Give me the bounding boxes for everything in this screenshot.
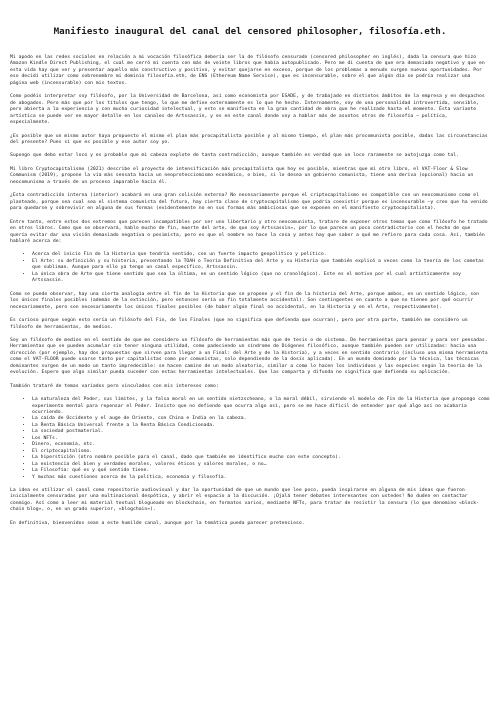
paragraph-8: Como se puede observar, hay una cierta analogía entre el fin de la Historia que se propone y el fin de la historia del Arte, porque ambos, en un sentido lógico, son los únicos finales posibles (además de la extinción, pero entonces sería un fin totalmente accidental). Son contingentes en cuanto a que no tienen por qué ocurrir necesariamente, pero son necesariamente los únicos finales posibles (de haber algún final no accidental, en la Historia y en el Arte, respectivamente). bbox=[10, 291, 479, 310]
paragraph-13: En definitiva, bienvenidos sean a este humilde canal, aunque por la temática pueda parecer pretencioso. bbox=[10, 520, 305, 526]
topics-list-1 bbox=[10, 252, 490, 284]
list-item: • Y muchas más cuestiones acerca de la política, economía y filosofía. bbox=[32, 475, 490, 481]
list-item: • La única obra de Arte que tiene sentido que sea la última, en un sentido lógico (que no cronológico). Este es el motivo por el cual artísticamente soy Artssassin. bbox=[32, 272, 490, 285]
list-item: • El criptocapitalismo. bbox=[32, 449, 490, 455]
paragraph-1: Mi apodo en las redes sociales en relación a mi vocación filosófica debería ser la de filósofo censurado (censored philosopher en inglés), dada la censura que hizo Amazon Kindle Direct Publishing, el cual me cerró mi cuenta con más de veinte libros que había autopublicado. Pero me di cuenta de que era demasiado negativo y que en esta vida hay que ver y presentar aquello más constructivo y positivo, y evitar quejarse en exceso, porque de los problemas a menudo surgen nuevas oportunidades. Por eso decidí utilizar como sobrenombre mi dominio filosofía.eth, de ENS (Ethereum Name Service), que es incensurable, sobre el que algún día se podría realizar una página web (incensurable) con mis textos. bbox=[10, 55, 485, 86]
list-item: • La naturaleza del Poder, sus límites, y la falsa moral en un sentido nietzscheano, o la moral débil, sirviendo el modelo de Fin de la Historia que propongo como experimento mental para repensar el Poder. Insisto que no defiendo que ocurra algo así, pero se me hace difícil de entender por qué algo así no acabaría ocurriendo. bbox=[32, 397, 490, 416]
list-item: • La Renta Básica Universal frente a la Renta Básica Condicionada. bbox=[32, 423, 490, 429]
page-title: Manifiesto inaugural del canal del censored philosopher, filosofía.eth. bbox=[53, 26, 447, 37]
list-item: • La hiperstición (otro nombre posible para el canal, dado que también me identifico mucho con este concepto). bbox=[32, 455, 490, 461]
list-item: • La caída de Occidente y el auge de Oriente, con China e India en la cabeza. bbox=[32, 416, 490, 422]
paragraph-3: ¿Es posible que un mismo autor haya propuesto el mismo el plan más procapitalista posible y al mismo tiempo, el plan más procomunista posible, dadas las circunstancias del presente? Pues sí que es posible y ese autor soy yo. bbox=[10, 133, 488, 145]
paragraph-7: Entre tanto, entre estos dos extremos que parecen incompatibles por ser uno libertario y otro neocomunista, tratare de exponer otros temas que como filósofo he tratado en otros libros. Como que se observará, hablo mucho de fin, muerte del arte, de que soy Artssassin», por lo que parece un poco contradictorio con el hecho de que quería evitar dar una visión demasiado negativa o pesimista, pero es que el nombre no hace la cosa y antes hay que saber a qué me refiero para cada cosa. Así, también hablaré acerca de: bbox=[10, 219, 488, 244]
paragraph-5: Mi libro Cryptocapitalismo (2021) describe el proyecto de intensificación más procapitalista que hoy es posible, mientras que mi otro libro, el VAT-Floor & Slow Communism (2019), propone la vía más sensata hacia un neoprotecciomismo económico, o bien, si lo desea un gobierno comunista, tiene una deriva (opcional) hacia un neocomunismo a través de un proceso imparable hacia él. bbox=[10, 166, 474, 185]
paragraph-11: También trataré de temas variados pero vinculados con mis intereses como: bbox=[10, 383, 219, 389]
paragraph-2: Como podéis interpretar soy filósofo, por la Universidad de Barcelona, así como economista por ESADE, y de trabajado en distintos ámbitos de la empresa y en despachos de abogados. Pero más que por los títulos que tengo, lo que me define externamente es lo que he hecho. Internamente, soy de una personalidad introvertida, sensible, pero abierta a la experiencia y con mucha curiosidad intelectual, y esto se manifiesta en la gran cantidad de obra que he realizado hasta el momento. Ésta variante artística se puede ver en mayor detalle en los canales de Artssassin, y es en este canal donde voy a hablar más de asuntos otros de filosofía — política, especialmente. bbox=[10, 94, 485, 126]
paragraph-12: La idea es utilizar el canal como repositorio audiovisual y dar la oportunidad de que un mundo que lee poco, pueda inspirarse en alguna de mis ideas que fueron inicialmente censuradas por una multinacional despótica, y abrir el espacio a la discusión. ¡Ojalá tener debates interesantes con ustedes! No duden en contactar conmigo. Así como a leer mi material textual blogueado en blockchain, en formatos varios, mediante NFTs, para tratar de resistir la censura (lo que denomino «block-chain blog», o, en un grado superior, «blogchain»). bbox=[10, 488, 479, 513]
list-item: • Acerca del inicio Fin de la Historia que tendría sentido, con un fuerte impacto geopolítico y político. bbox=[32, 252, 490, 258]
list-item: • La sociedad postmaterial. bbox=[32, 429, 490, 435]
paragraph-6: ¿Esta contradicción interna (interior) acabará en una gran colisión externa? No necesariamente porque el criptocapitalismo es compatible con un neocomunismo como el planteado, porque sea cual sea el sistema comunista del futuro, hay cierta clase de cryptocapitalismo que podría coexistir porque es incensurable —y creo que ha venido para quedarse y sobrevivir en alguna de sus formas (evidentemente no en sus formas más ambiciosas que se exponen en el manifiesto cryptocapitalista). bbox=[10, 193, 488, 212]
list-item: • Los NFTs. bbox=[32, 436, 490, 442]
paragraph-9: Es curioso porque según esto sería un filósofo del Fin, de los Finales (que no significa que defienda que ocurran), pero por otra parte, también me considero un filósofo de herramientas, de medios. bbox=[10, 318, 468, 330]
list-item: • Dinero, economía, etc. bbox=[32, 442, 490, 448]
list-item: • El Arte: su definición y su historia, presentando la TOAH o Teoría Definitiva del Arte y su Historia que también explicó a veces como la teoría de los cometas que subliman. Aunque para ello ya tengo un canal específico, Artssassin. bbox=[32, 259, 490, 272]
list-item: • La Filosofía: qué es y qué sentido tiene. bbox=[32, 468, 490, 474]
list-item: • La existencia del bien y verdades morales, valores éticos y valores morales, o no… bbox=[32, 462, 490, 468]
paragraph-4: Supongo que debo estar loco y es probable que mi cabeza explote de tanta contradicción, aunque también es verdad que un loco raramente se autojuzga como tal. bbox=[10, 153, 459, 159]
paragraph-10: Soy un filósofo de medios en el sentido de que me considero un filósofo de herramientas más que de tesis o de sistema. De herramientas para pensar y para ser pensadas. Herramientas que se pueden acumular sin tener ninguna utilidad, como padeciendo un síndrome de Diógenes filosófico, aunque también pueden ser utilizadas: hacia una dirección (por ejemplo, hay dos propuestas que sirven para llegar a un Final: del Arte y de la Historia), y a veces en sentido contrario (incluso una misma herramienta como el VAT-FLOOR puede usarse tanto por capitalistas como por comunistas, solo dependiendo de la dosis aplicada). En un mundo dominado por la técnica, las técnicas dominantes surgen de un modo un tanto impredecible: se hacen camino de un modo aleatorio, similar a como lo hacen los individuos y las especies según la teoría de la evolución. Espero que algo similar pueda suceder con estas herramientas intelectuales. Que las comparta y difunda no significa que defienda su aplicación. bbox=[10, 337, 488, 376]
topics-list-2 bbox=[10, 397, 490, 481]
